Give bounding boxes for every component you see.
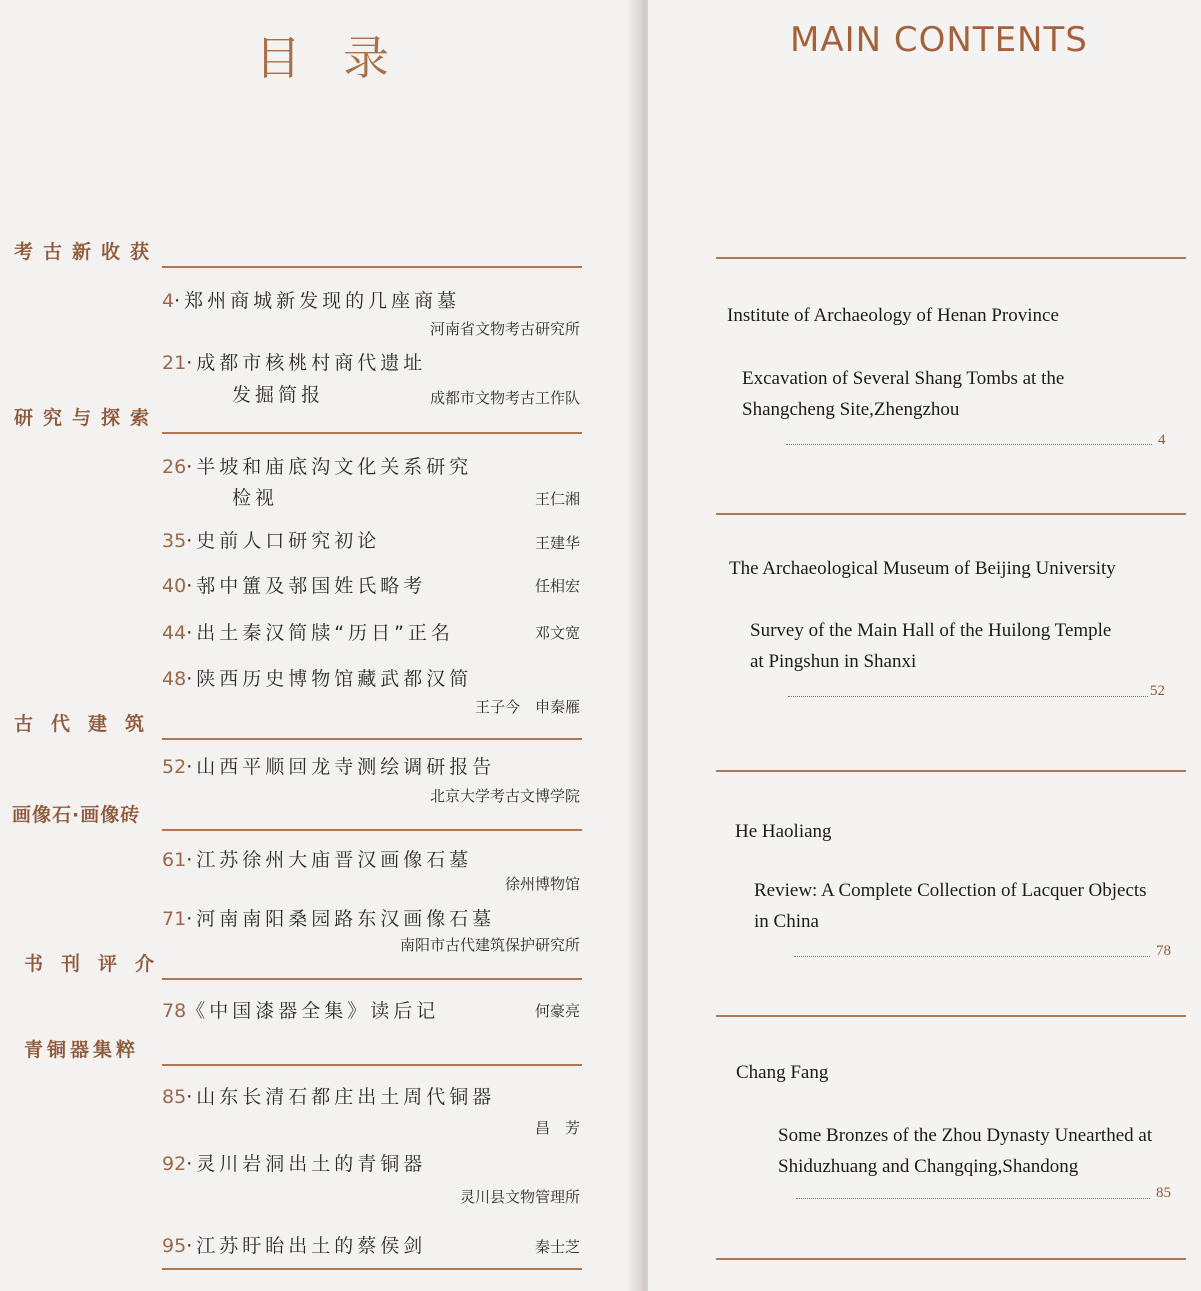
- dot-leader: [786, 444, 1152, 445]
- section-label: 画像石·画像砖: [12, 804, 141, 826]
- toc-entry-page: 92: [162, 1153, 187, 1175]
- toc-entry-page: 95: [162, 1235, 187, 1257]
- toc-entry-author: 北京大学考古文博学院: [429, 787, 580, 805]
- toc-entry-page: 61: [162, 849, 187, 871]
- toc-entry-page: 48: [162, 668, 187, 690]
- toc-entry-page: 26: [162, 456, 187, 478]
- toc-entry-author: 王建华: [534, 534, 580, 552]
- toc-entry-title: 61·江苏徐州大庙晋汉画像石墓: [162, 849, 473, 871]
- toc-entry-author: 任相宏: [534, 577, 580, 595]
- toc-entry-title: 92·灵川岩洞出土的青铜器: [162, 1153, 427, 1175]
- toc-entry-page: 52: [162, 756, 187, 778]
- toc-entry-title: 40·邿中簠及邿国姓氏略考: [162, 575, 427, 597]
- toc-entry-title: 4·郑州商城新发现的几座商墓: [162, 290, 461, 312]
- entry-author: The Archaeological Museum of Beijing University: [729, 558, 1116, 579]
- toc-entry-author: 河南省文物考古研究所: [429, 320, 580, 338]
- toc-entry-page: 21: [162, 352, 187, 374]
- toc-entry-title: 71·河南南阳桑园路东汉画像石墓: [162, 908, 496, 930]
- toc-entry-author: 王仁湘: [534, 490, 580, 508]
- section-rule: [162, 978, 582, 980]
- section-rule: [162, 1268, 582, 1270]
- section-research: [0, 404, 600, 434]
- toc-entry-page: 78: [162, 1000, 187, 1022]
- toc-entry-author: 昌 芳: [534, 1119, 580, 1137]
- section-book-reviews: [0, 950, 600, 980]
- toc-entry-author: 徐州博物馆: [504, 875, 580, 893]
- toc-entry-page: 40: [162, 575, 187, 597]
- toc-entry-title: 21·成都市核桃村商代遗址: [162, 352, 427, 374]
- toc-entry-page: 71: [162, 908, 187, 930]
- entry-author: He Haoliang: [735, 821, 832, 842]
- toc-entry-title: 85·山东长清石都庄出土周代铜器: [162, 1086, 496, 1108]
- entry-title: Review: A Complete Collection of Lacquer Objects in China: [754, 880, 1147, 932]
- entry-title: Survey of the Main Hall of the Huilong Temple at Pingshun in Shanxi: [750, 620, 1112, 672]
- toc-entry-title: 52·山西平顺回龙寺测绘调研报告: [162, 756, 496, 778]
- entry-rule: [716, 513, 1186, 515]
- section-stone-brick-reliefs: [0, 801, 600, 831]
- toc-entry-page: 35: [162, 530, 187, 552]
- entry-rule: [716, 257, 1186, 259]
- entry-title: Excavation of Several Shang Tombs at the Shangcheng Site,Zhengzhou: [742, 368, 1065, 420]
- section-new-finds: [0, 238, 600, 268]
- toc-entry-title-cont: 检视: [232, 487, 279, 509]
- dot-leader: [794, 956, 1150, 957]
- section-rule: [162, 266, 582, 268]
- right-page-english-contents: [648, 0, 1201, 1291]
- toc-entry-author: 邓文宽: [534, 624, 580, 642]
- entry-author: Chang Fang: [736, 1062, 829, 1083]
- section-label: 研究与探索: [14, 407, 160, 429]
- dot-leader: [796, 1198, 1150, 1199]
- toc-entry-title: 78《中国漆器全集》读后记: [162, 1000, 440, 1022]
- section-rule: [162, 1064, 582, 1066]
- toc-entry-page: 4: [162, 290, 175, 312]
- section-ancient-architecture: [0, 710, 600, 740]
- toc-entry-author: 灵川县文物管理所: [459, 1188, 580, 1206]
- entry-title: Some Bronzes of the Zhou Dynasty Unearthed at Shiduzhuang and Changqing,Shandong: [778, 1125, 1153, 1177]
- entry-rule: [716, 1258, 1186, 1260]
- toc-entry-title: 26·半坡和庙底沟文化关系研究: [162, 456, 473, 478]
- toc-entry-title-cont: 发掘简报: [232, 384, 325, 406]
- toc-entry-title: 35·史前人口研究初论: [162, 530, 381, 552]
- section-rule: [162, 829, 582, 831]
- toc-entry-author: 何豪亮: [534, 1002, 580, 1020]
- section-bronze-collection: [0, 1036, 600, 1066]
- section-rule: [162, 738, 582, 740]
- section-label: 考古新收获: [14, 241, 160, 263]
- entry-page-number: 52: [1150, 683, 1165, 699]
- toc-entry-author: 王子今 申秦雁: [474, 698, 580, 716]
- toc-entry-author: 成都市文物考古工作队: [429, 389, 580, 407]
- entry-rule: [716, 770, 1186, 772]
- section-label: 古代建筑: [14, 713, 163, 735]
- toc-entry-title: 95·江苏盱眙出土的蔡侯剑: [162, 1235, 427, 1257]
- entry-author: Institute of Archaeology of Henan Province: [727, 305, 1059, 326]
- entry-page-number: 4: [1158, 432, 1166, 448]
- toc-entry-title: 44·出土秦汉简牍“历日”正名: [162, 622, 454, 644]
- entry-page-number: 78: [1156, 943, 1171, 959]
- toc-entry-title: 48·陕西历史博物馆藏武都汉简: [162, 668, 473, 690]
- entry-rule: [716, 1015, 1186, 1017]
- section-rule: [162, 432, 582, 434]
- toc-entry-page: 85: [162, 1086, 187, 1108]
- english-contents-title: MAIN CONTENTS: [790, 20, 1088, 60]
- entry-page-number: 85: [1156, 1185, 1171, 1201]
- section-label: 青铜器集粹: [24, 1039, 140, 1061]
- toc-entry-author: 南阳市古代建筑保护研究所: [399, 936, 580, 954]
- dot-leader: [788, 696, 1148, 697]
- section-label: 书刊评介: [24, 953, 173, 975]
- toc-entry-page: 44: [162, 622, 187, 644]
- toc-entry-author: 秦士芝: [534, 1238, 580, 1256]
- chinese-contents-title: 目录: [255, 31, 431, 85]
